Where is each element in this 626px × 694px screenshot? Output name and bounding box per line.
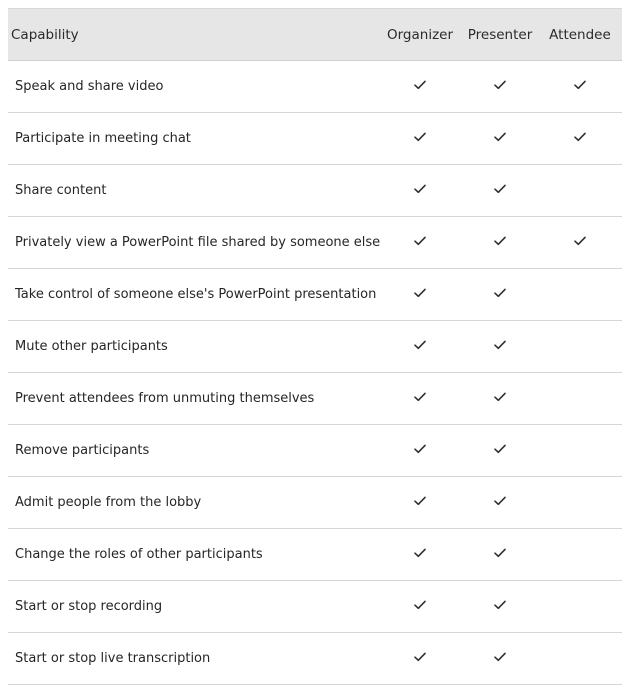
checkmark-icon (574, 236, 586, 246)
presenter-cell (462, 235, 538, 251)
organizer-cell (378, 235, 462, 251)
table-row (8, 633, 622, 685)
checkmark-icon (494, 340, 506, 350)
checkmark-icon (494, 80, 506, 90)
capability-label: Prevent attendees from unmuting themselves (15, 390, 315, 406)
table-row (8, 113, 622, 165)
attendee-cell (538, 131, 622, 147)
presenter-cell (462, 339, 538, 355)
attendee-cell (538, 235, 622, 251)
capability-label: Speak and share video (15, 78, 164, 94)
checkmark-icon (494, 548, 506, 558)
capability-label: Start or stop live transcription (15, 650, 211, 666)
checkmark-icon (414, 236, 426, 246)
checkmark-icon (414, 496, 426, 506)
checkmark-icon (494, 600, 506, 610)
checkmark-icon (494, 132, 506, 142)
checkmark-icon (574, 80, 586, 90)
checkmark-icon (494, 444, 506, 454)
checkmark-icon (414, 80, 426, 90)
header-organizer: Organizer (386, 26, 454, 43)
checkmark-icon (414, 652, 426, 662)
checkmark-icon (414, 132, 426, 142)
header-presenter: Presenter (467, 26, 533, 43)
checkmark-icon (414, 288, 426, 298)
checkmark-icon (574, 132, 586, 142)
checkmark-icon (414, 444, 426, 454)
table-row (8, 581, 622, 633)
capability-label: Privately view a PowerPoint file shared by someone else (15, 234, 381, 250)
capability-label: Admit people from the lobby (15, 494, 202, 510)
checkmark-icon (414, 600, 426, 610)
organizer-cell (378, 183, 462, 199)
capability-label: Remove participants (15, 442, 150, 458)
checkmark-icon (494, 236, 506, 246)
presenter-cell (462, 183, 538, 199)
presenter-cell (462, 79, 538, 95)
header-attendee: Attendee (549, 26, 611, 43)
table-row (8, 529, 622, 581)
table-row (8, 165, 622, 217)
table-row (8, 269, 622, 321)
checkmark-icon (494, 652, 506, 662)
organizer-cell (378, 339, 462, 355)
capability-label: Share content (15, 182, 107, 198)
presenter-cell (462, 391, 538, 407)
checkmark-icon (414, 184, 426, 194)
organizer-cell (378, 599, 462, 615)
table-body (8, 61, 622, 685)
table-row (8, 373, 622, 425)
checkmark-icon (494, 184, 506, 194)
checkmark-icon (414, 340, 426, 350)
checkmark-icon (414, 392, 426, 402)
organizer-cell (378, 391, 462, 407)
presenter-cell (462, 651, 538, 667)
capability-label: Participate in meeting chat (15, 130, 191, 146)
capability-label: Change the roles of other participants (15, 546, 263, 562)
table-row (8, 321, 622, 373)
organizer-cell (378, 651, 462, 667)
attendee-cell (538, 79, 622, 95)
presenter-cell (462, 131, 538, 147)
organizer-cell (378, 131, 462, 147)
checkmark-icon (414, 548, 426, 558)
capabilities-table (8, 8, 622, 685)
presenter-cell (462, 599, 538, 615)
presenter-cell (462, 443, 538, 459)
organizer-cell (378, 443, 462, 459)
checkmark-icon (494, 288, 506, 298)
presenter-cell (462, 495, 538, 511)
organizer-cell (378, 547, 462, 563)
capability-label: Start or stop recording (15, 598, 163, 614)
presenter-cell (462, 287, 538, 303)
organizer-cell (378, 495, 462, 511)
table-row (8, 425, 622, 477)
checkmark-icon (494, 496, 506, 506)
presenter-cell (462, 547, 538, 563)
table-row (8, 477, 622, 529)
table-row (8, 217, 622, 269)
capability-label: Take control of someone else's PowerPoint presentation (15, 286, 377, 302)
capability-label: Mute other participants (15, 338, 168, 354)
organizer-cell (378, 79, 462, 95)
table-header-row (8, 9, 622, 61)
table-row (8, 61, 622, 113)
checkmark-icon (494, 392, 506, 402)
organizer-cell (378, 287, 462, 303)
header-capability: Capability (11, 26, 79, 43)
